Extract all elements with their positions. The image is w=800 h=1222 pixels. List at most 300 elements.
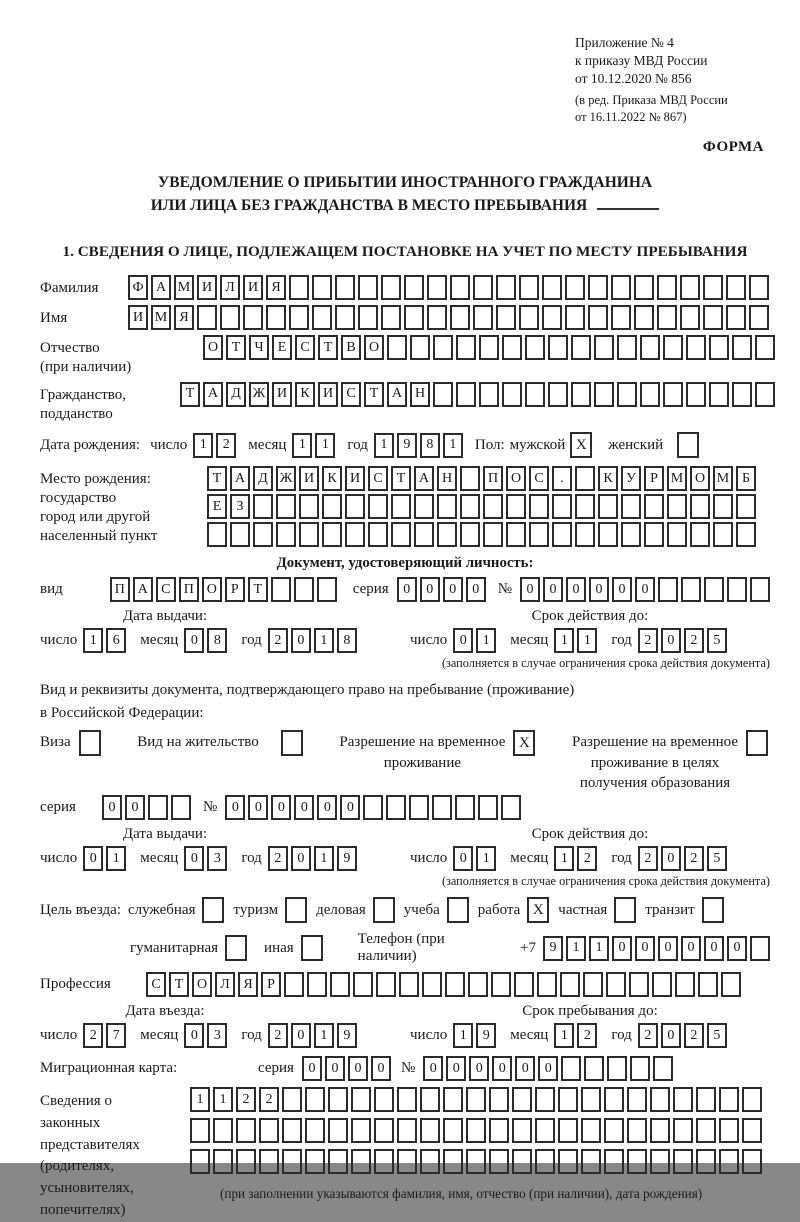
char-cell[interactable]: [680, 275, 700, 300]
char-cell[interactable]: [588, 305, 608, 330]
char-cell[interactable]: [368, 522, 388, 547]
char-cell[interactable]: 0: [291, 1023, 311, 1048]
char-cell[interactable]: [548, 382, 568, 407]
char-cell[interactable]: [335, 275, 355, 300]
char-cell[interactable]: [713, 494, 733, 519]
char-cell[interactable]: [299, 522, 319, 547]
char-cell[interactable]: [266, 305, 286, 330]
char-cell[interactable]: 1: [106, 846, 126, 871]
char-cell[interactable]: [542, 305, 562, 330]
char-cell[interactable]: [519, 305, 539, 330]
char-cell[interactable]: [644, 494, 664, 519]
char-cell[interactable]: 9: [337, 846, 357, 871]
char-cell[interactable]: 1: [314, 628, 334, 653]
char-cell[interactable]: С: [156, 577, 176, 602]
char-cell[interactable]: 1: [554, 628, 574, 653]
char-cell[interactable]: [681, 577, 701, 602]
char-cell[interactable]: [673, 1149, 693, 1174]
char-cell[interactable]: [535, 1149, 555, 1174]
char-cell[interactable]: [432, 795, 452, 820]
char-cell[interactable]: [443, 1118, 463, 1143]
char-cell[interactable]: 1: [443, 433, 463, 458]
char-cell[interactable]: 5: [707, 1023, 727, 1048]
char-cell[interactable]: [466, 1087, 486, 1112]
char-cell[interactable]: 0: [371, 1056, 391, 1081]
char-cell[interactable]: Е: [272, 335, 292, 360]
char-cell[interactable]: 1: [314, 846, 334, 871]
char-cell[interactable]: [422, 972, 442, 997]
char-cell[interactable]: 0: [727, 936, 747, 961]
char-cell[interactable]: [721, 972, 741, 997]
char-cell[interactable]: 1: [193, 433, 213, 458]
char-cell[interactable]: Т: [207, 466, 227, 491]
char-cell[interactable]: К: [295, 382, 315, 407]
char-cell[interactable]: 0: [325, 1056, 345, 1081]
residence-permit-checkbox[interactable]: [281, 730, 303, 756]
char-cell[interactable]: [374, 1087, 394, 1112]
char-cell[interactable]: [535, 1087, 555, 1112]
char-cell[interactable]: [709, 382, 729, 407]
char-cell[interactable]: И: [272, 382, 292, 407]
char-cell[interactable]: 5: [707, 628, 727, 653]
char-cell[interactable]: [552, 494, 572, 519]
char-cell[interactable]: 0: [420, 577, 440, 602]
char-cell[interactable]: [305, 1118, 325, 1143]
char-cell[interactable]: [617, 335, 637, 360]
char-cell[interactable]: [594, 335, 614, 360]
edu-permit-checkbox[interactable]: [746, 730, 768, 756]
char-cell[interactable]: [466, 1149, 486, 1174]
char-cell[interactable]: 0: [469, 1056, 489, 1081]
char-cell[interactable]: [529, 494, 549, 519]
temp-permit-checkbox[interactable]: X: [513, 730, 535, 756]
char-cell[interactable]: [374, 1149, 394, 1174]
char-cell[interactable]: [414, 522, 434, 547]
char-cell[interactable]: З: [230, 494, 250, 519]
char-cell[interactable]: [575, 522, 595, 547]
char-cell[interactable]: [696, 1118, 716, 1143]
char-cell[interactable]: 0: [184, 628, 204, 653]
char-cell[interactable]: [213, 1118, 233, 1143]
char-cell[interactable]: [611, 275, 631, 300]
char-cell[interactable]: [525, 335, 545, 360]
char-cell[interactable]: [535, 1118, 555, 1143]
char-cell[interactable]: Р: [261, 972, 281, 997]
char-cell[interactable]: [190, 1118, 210, 1143]
char-cell[interactable]: [690, 522, 710, 547]
char-cell[interactable]: А: [133, 577, 153, 602]
char-cell[interactable]: О: [506, 466, 526, 491]
char-cell[interactable]: [381, 305, 401, 330]
char-cell[interactable]: [328, 1087, 348, 1112]
char-cell[interactable]: [289, 305, 309, 330]
char-cell[interactable]: [282, 1118, 302, 1143]
char-cell[interactable]: [598, 494, 618, 519]
char-cell[interactable]: М: [174, 275, 194, 300]
char-cell[interactable]: [703, 275, 723, 300]
char-cell[interactable]: [630, 1056, 650, 1081]
char-cell[interactable]: [634, 275, 654, 300]
char-cell[interactable]: [673, 1087, 693, 1112]
char-cell[interactable]: [514, 972, 534, 997]
char-cell[interactable]: [282, 1087, 302, 1112]
char-cell[interactable]: 9: [337, 1023, 357, 1048]
char-cell[interactable]: А: [414, 466, 434, 491]
char-cell[interactable]: Л: [215, 972, 235, 997]
char-cell[interactable]: 2: [684, 846, 704, 871]
char-cell[interactable]: М: [713, 466, 733, 491]
char-cell[interactable]: [680, 305, 700, 330]
char-cell[interactable]: [742, 1087, 762, 1112]
char-cell[interactable]: [483, 522, 503, 547]
char-cell[interactable]: [190, 1149, 210, 1174]
char-cell[interactable]: [606, 972, 626, 997]
char-cell[interactable]: [358, 275, 378, 300]
char-cell[interactable]: Т: [248, 577, 268, 602]
char-cell[interactable]: [437, 494, 457, 519]
purpose-transit-checkbox[interactable]: [702, 897, 724, 923]
char-cell[interactable]: 1: [476, 846, 496, 871]
char-cell[interactable]: 0: [125, 795, 145, 820]
char-cell[interactable]: [755, 335, 775, 360]
char-cell[interactable]: 1: [292, 433, 312, 458]
char-cell[interactable]: [456, 335, 476, 360]
char-cell[interactable]: [299, 494, 319, 519]
char-cell[interactable]: 1: [374, 433, 394, 458]
char-cell[interactable]: .: [552, 466, 572, 491]
char-cell[interactable]: [307, 972, 327, 997]
char-cell[interactable]: 0: [661, 846, 681, 871]
purpose-business-checkbox[interactable]: [373, 897, 395, 923]
char-cell[interactable]: [391, 522, 411, 547]
char-cell[interactable]: [414, 494, 434, 519]
char-cell[interactable]: [750, 577, 770, 602]
char-cell[interactable]: [627, 1118, 647, 1143]
char-cell[interactable]: [561, 1056, 581, 1081]
char-cell[interactable]: [704, 577, 724, 602]
char-cell[interactable]: 0: [453, 846, 473, 871]
char-cell[interactable]: [657, 275, 677, 300]
char-cell[interactable]: [404, 275, 424, 300]
char-cell[interactable]: П: [110, 577, 130, 602]
char-cell[interactable]: Ч: [249, 335, 269, 360]
char-cell[interactable]: 0: [661, 1023, 681, 1048]
char-cell[interactable]: 0: [566, 577, 586, 602]
char-cell[interactable]: [381, 275, 401, 300]
char-cell[interactable]: М: [667, 466, 687, 491]
char-cell[interactable]: [322, 494, 342, 519]
char-cell[interactable]: [736, 522, 756, 547]
char-cell[interactable]: [653, 1056, 673, 1081]
char-cell[interactable]: К: [322, 466, 342, 491]
char-cell[interactable]: Я: [238, 972, 258, 997]
char-cell[interactable]: [755, 382, 775, 407]
purpose-study-checkbox[interactable]: [447, 897, 469, 923]
char-cell[interactable]: [473, 275, 493, 300]
char-cell[interactable]: [207, 522, 227, 547]
purpose-humanitarian-checkbox[interactable]: [225, 935, 247, 961]
char-cell[interactable]: Л: [220, 275, 240, 300]
char-cell[interactable]: 0: [225, 795, 245, 820]
char-cell[interactable]: И: [128, 305, 148, 330]
char-cell[interactable]: [726, 305, 746, 330]
char-cell[interactable]: [675, 972, 695, 997]
char-cell[interactable]: [253, 494, 273, 519]
char-cell[interactable]: [197, 305, 217, 330]
char-cell[interactable]: С: [146, 972, 166, 997]
char-cell[interactable]: 2: [216, 433, 236, 458]
char-cell[interactable]: [450, 275, 470, 300]
char-cell[interactable]: [236, 1118, 256, 1143]
char-cell[interactable]: [322, 522, 342, 547]
char-cell[interactable]: Е: [207, 494, 227, 519]
char-cell[interactable]: [727, 577, 747, 602]
char-cell[interactable]: [604, 1087, 624, 1112]
sex-male-checkbox[interactable]: X: [570, 432, 592, 458]
char-cell[interactable]: [312, 305, 332, 330]
char-cell[interactable]: [259, 1149, 279, 1174]
char-cell[interactable]: [335, 305, 355, 330]
char-cell[interactable]: [617, 382, 637, 407]
char-cell[interactable]: [502, 335, 522, 360]
char-cell[interactable]: 3: [207, 846, 227, 871]
char-cell[interactable]: [460, 466, 480, 491]
char-cell[interactable]: [719, 1118, 739, 1143]
char-cell[interactable]: [397, 1087, 417, 1112]
char-cell[interactable]: [427, 305, 447, 330]
char-cell[interactable]: [565, 275, 585, 300]
char-cell[interactable]: [351, 1118, 371, 1143]
char-cell[interactable]: [376, 972, 396, 997]
char-cell[interactable]: Д: [253, 466, 273, 491]
char-cell[interactable]: [363, 795, 383, 820]
char-cell[interactable]: [512, 1087, 532, 1112]
char-cell[interactable]: [667, 522, 687, 547]
char-cell[interactable]: [391, 494, 411, 519]
char-cell[interactable]: [420, 1149, 440, 1174]
char-cell[interactable]: 2: [268, 628, 288, 653]
char-cell[interactable]: [387, 335, 407, 360]
char-cell[interactable]: Т: [391, 466, 411, 491]
char-cell[interactable]: [496, 305, 516, 330]
char-cell[interactable]: Т: [169, 972, 189, 997]
char-cell[interactable]: [443, 1149, 463, 1174]
char-cell[interactable]: 2: [236, 1087, 256, 1112]
char-cell[interactable]: [456, 382, 476, 407]
char-cell[interactable]: [305, 1149, 325, 1174]
char-cell[interactable]: [726, 275, 746, 300]
char-cell[interactable]: [644, 522, 664, 547]
char-cell[interactable]: [489, 1118, 509, 1143]
char-cell[interactable]: [542, 275, 562, 300]
char-cell[interactable]: 0: [271, 795, 291, 820]
char-cell[interactable]: Н: [437, 466, 457, 491]
char-cell[interactable]: [284, 972, 304, 997]
char-cell[interactable]: [604, 1118, 624, 1143]
char-cell[interactable]: 1: [213, 1087, 233, 1112]
char-cell[interactable]: 0: [102, 795, 122, 820]
char-cell[interactable]: [243, 305, 263, 330]
char-cell[interactable]: 5: [707, 846, 727, 871]
char-cell[interactable]: [374, 1118, 394, 1143]
char-cell[interactable]: 8: [420, 433, 440, 458]
char-cell[interactable]: [571, 382, 591, 407]
char-cell[interactable]: [594, 382, 614, 407]
char-cell[interactable]: [525, 382, 545, 407]
char-cell[interactable]: [276, 522, 296, 547]
char-cell[interactable]: А: [151, 275, 171, 300]
char-cell[interactable]: [560, 972, 580, 997]
char-cell[interactable]: [455, 795, 475, 820]
char-cell[interactable]: 0: [302, 1056, 322, 1081]
char-cell[interactable]: [213, 1149, 233, 1174]
char-cell[interactable]: [148, 795, 168, 820]
char-cell[interactable]: 2: [577, 1023, 597, 1048]
char-cell[interactable]: 1: [314, 1023, 334, 1048]
char-cell[interactable]: 0: [704, 936, 724, 961]
char-cell[interactable]: [558, 1087, 578, 1112]
purpose-tourism-checkbox[interactable]: [285, 897, 307, 923]
char-cell[interactable]: [581, 1149, 601, 1174]
char-cell[interactable]: И: [299, 466, 319, 491]
char-cell[interactable]: [479, 382, 499, 407]
char-cell[interactable]: [317, 577, 337, 602]
char-cell[interactable]: И: [345, 466, 365, 491]
char-cell[interactable]: 2: [638, 628, 658, 653]
char-cell[interactable]: [259, 1118, 279, 1143]
char-cell[interactable]: [650, 1149, 670, 1174]
char-cell[interactable]: [460, 522, 480, 547]
char-cell[interactable]: [312, 275, 332, 300]
char-cell[interactable]: 0: [446, 1056, 466, 1081]
char-cell[interactable]: [502, 382, 522, 407]
char-cell[interactable]: 0: [661, 628, 681, 653]
char-cell[interactable]: 0: [317, 795, 337, 820]
char-cell[interactable]: [529, 522, 549, 547]
char-cell[interactable]: А: [387, 382, 407, 407]
char-cell[interactable]: [663, 335, 683, 360]
char-cell[interactable]: 9: [476, 1023, 496, 1048]
char-cell[interactable]: [437, 522, 457, 547]
char-cell[interactable]: 1: [315, 433, 335, 458]
char-cell[interactable]: [719, 1149, 739, 1174]
char-cell[interactable]: [650, 1087, 670, 1112]
char-cell[interactable]: 2: [268, 846, 288, 871]
char-cell[interactable]: Ж: [249, 382, 269, 407]
char-cell[interactable]: Р: [644, 466, 664, 491]
char-cell[interactable]: [749, 275, 769, 300]
char-cell[interactable]: 0: [543, 577, 563, 602]
char-cell[interactable]: [621, 494, 641, 519]
char-cell[interactable]: [478, 795, 498, 820]
sex-female-checkbox[interactable]: [677, 432, 699, 458]
char-cell[interactable]: 0: [612, 577, 632, 602]
char-cell[interactable]: 0: [348, 1056, 368, 1081]
char-cell[interactable]: [552, 522, 572, 547]
char-cell[interactable]: 0: [291, 628, 311, 653]
char-cell[interactable]: 2: [83, 1023, 103, 1048]
char-cell[interactable]: 2: [638, 1023, 658, 1048]
char-cell[interactable]: Д: [226, 382, 246, 407]
char-cell[interactable]: [512, 1149, 532, 1174]
char-cell[interactable]: [607, 1056, 627, 1081]
char-cell[interactable]: [719, 1087, 739, 1112]
char-cell[interactable]: С: [368, 466, 388, 491]
char-cell[interactable]: 0: [340, 795, 360, 820]
char-cell[interactable]: [358, 305, 378, 330]
char-cell[interactable]: О: [202, 577, 222, 602]
char-cell[interactable]: О: [192, 972, 212, 997]
char-cell[interactable]: [571, 335, 591, 360]
char-cell[interactable]: [427, 275, 447, 300]
char-cell[interactable]: А: [230, 466, 250, 491]
char-cell[interactable]: [690, 494, 710, 519]
char-cell[interactable]: 2: [577, 846, 597, 871]
char-cell[interactable]: [736, 494, 756, 519]
char-cell[interactable]: [404, 305, 424, 330]
char-cell[interactable]: [473, 305, 493, 330]
char-cell[interactable]: [581, 1118, 601, 1143]
char-cell[interactable]: 9: [397, 433, 417, 458]
char-cell[interactable]: П: [179, 577, 199, 602]
char-cell[interactable]: 6: [106, 628, 126, 653]
char-cell[interactable]: Н: [410, 382, 430, 407]
char-cell[interactable]: О: [203, 335, 223, 360]
char-cell[interactable]: [604, 1149, 624, 1174]
char-cell[interactable]: [450, 305, 470, 330]
char-cell[interactable]: [650, 1118, 670, 1143]
char-cell[interactable]: [732, 382, 752, 407]
char-cell[interactable]: [583, 972, 603, 997]
char-cell[interactable]: [230, 522, 250, 547]
purpose-other-checkbox[interactable]: [301, 935, 323, 961]
char-cell[interactable]: [271, 577, 291, 602]
char-cell[interactable]: Р: [225, 577, 245, 602]
char-cell[interactable]: [236, 1149, 256, 1174]
char-cell[interactable]: [368, 494, 388, 519]
char-cell[interactable]: [627, 1149, 647, 1174]
char-cell[interactable]: [686, 335, 706, 360]
char-cell[interactable]: [698, 972, 718, 997]
char-cell[interactable]: [558, 1118, 578, 1143]
char-cell[interactable]: 0: [520, 577, 540, 602]
char-cell[interactable]: [353, 972, 373, 997]
char-cell[interactable]: О: [690, 466, 710, 491]
char-cell[interactable]: [468, 972, 488, 997]
char-cell[interactable]: [640, 382, 660, 407]
char-cell[interactable]: [328, 1118, 348, 1143]
char-cell[interactable]: [410, 335, 430, 360]
char-cell[interactable]: [330, 972, 350, 997]
char-cell[interactable]: [575, 466, 595, 491]
char-cell[interactable]: [629, 972, 649, 997]
char-cell[interactable]: [732, 335, 752, 360]
char-cell[interactable]: [351, 1087, 371, 1112]
char-cell[interactable]: 0: [453, 628, 473, 653]
char-cell[interactable]: 2: [638, 846, 658, 871]
char-cell[interactable]: 3: [207, 1023, 227, 1048]
char-cell[interactable]: [501, 795, 521, 820]
char-cell[interactable]: [479, 335, 499, 360]
char-cell[interactable]: И: [318, 382, 338, 407]
char-cell[interactable]: 1: [554, 1023, 574, 1048]
char-cell[interactable]: [282, 1149, 302, 1174]
char-cell[interactable]: 8: [207, 628, 227, 653]
char-cell[interactable]: [742, 1149, 762, 1174]
char-cell[interactable]: 2: [268, 1023, 288, 1048]
char-cell[interactable]: [489, 1087, 509, 1112]
char-cell[interactable]: [598, 522, 618, 547]
